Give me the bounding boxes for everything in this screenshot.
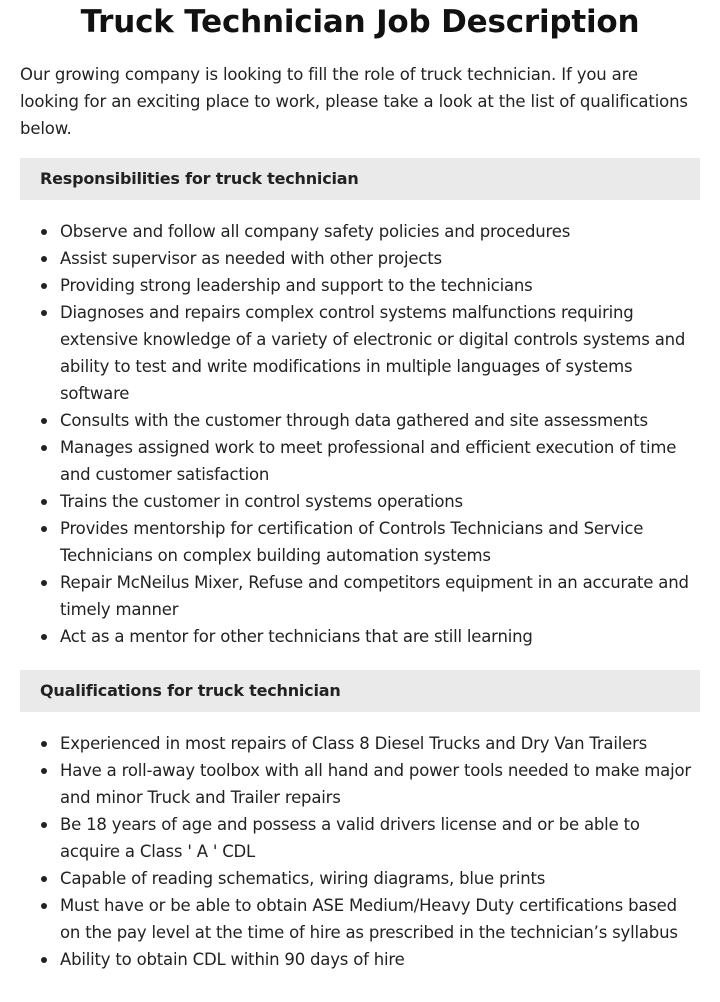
- responsibilities-list: [20, 218, 700, 650]
- bullet-icon: [41, 256, 47, 262]
- bullet-icon: [41, 418, 47, 424]
- list-item: [20, 569, 700, 623]
- bullet-icon: [41, 741, 47, 747]
- list-item-text: Act as a mentor for other technicians that are still learning: [60, 627, 533, 646]
- bullet-icon: [41, 876, 47, 882]
- qualifications-list: [20, 730, 700, 973]
- list-item: [20, 946, 700, 973]
- list-item-text: Must have or be able to obtain ASE Medium/Heavy Duty certifications based on the pay level at the time of hire as prescribed in the technician’s syllabus: [60, 896, 678, 942]
- bullet-icon: [41, 957, 47, 963]
- list-item-text: Ability to obtain CDL within 90 days of hire: [60, 950, 405, 969]
- list-item-text: Capable of reading schematics, wiring diagrams, blue prints: [60, 869, 546, 888]
- list-item: [20, 299, 700, 407]
- bullet-icon: [41, 580, 47, 586]
- list-item-text: Experienced in most repairs of Class 8 Diesel Trucks and Dry Van Trailers: [60, 734, 648, 753]
- list-item-text: Manages assigned work to meet professional and efficient execution of time and customer satisfaction: [60, 438, 677, 484]
- bullet-icon: [41, 526, 47, 532]
- bullet-icon: [41, 499, 47, 505]
- list-item: [20, 892, 700, 946]
- list-item-text: Diagnoses and repairs complex control systems malfunctions requiring extensive knowledge of a variety of electronic or digital controls systems and ability to test and write modifications in multiple languages of systems software: [60, 303, 686, 403]
- bullet-icon: [41, 283, 47, 289]
- list-item: [20, 218, 700, 245]
- bullet-icon: [41, 229, 47, 235]
- list-item-text: Have a roll-away toolbox with all hand and power tools needed to make major and minor Truck and Trailer repairs: [60, 761, 691, 807]
- qualifications-heading: Qualifications for truck technician: [20, 670, 700, 712]
- list-item-text: Provides mentorship for certification of Controls Technicians and Service Technicians on complex building automation systems: [60, 519, 644, 565]
- list-item: [20, 623, 700, 650]
- list-item: [20, 865, 700, 892]
- list-item-text: Repair McNeilus Mixer, Refuse and competitors equipment in an accurate and timely manner: [60, 573, 689, 619]
- bullet-icon: [41, 634, 47, 640]
- bullet-icon: [41, 768, 47, 774]
- list-item: [20, 272, 700, 299]
- bullet-icon: [41, 310, 47, 316]
- list-item: [20, 515, 700, 569]
- intro-paragraph: Our growing company is looking to fill the role of truck technician. If you are looking for an exciting place to work, please take a look at the list of qualifications below.: [20, 65, 688, 138]
- list-item: [20, 434, 700, 488]
- list-item-text: Trains the customer in control systems operations: [60, 492, 463, 511]
- list-item: [20, 811, 700, 865]
- list-item-text: Observe and follow all company safety policies and procedures: [60, 222, 571, 241]
- page-title: Truck Technician Job Description: [80, 4, 640, 40]
- list-item: [20, 245, 700, 272]
- list-item-text: Consults with the customer through data gathered and site assessments: [60, 411, 648, 430]
- bullet-icon: [41, 822, 47, 828]
- list-item-text: Providing strong leadership and support to the technicians: [60, 276, 533, 295]
- list-item: [20, 407, 700, 434]
- list-item-text: Be 18 years of age and possess a valid drivers license and or be able to acquire a Class ' A ' CDL: [60, 815, 640, 861]
- bullet-icon: [41, 903, 47, 909]
- list-item: [20, 757, 700, 811]
- list-item-text: Assist supervisor as needed with other projects: [60, 249, 442, 268]
- list-item: [20, 730, 700, 757]
- list-item: [20, 488, 700, 515]
- bullet-icon: [41, 445, 47, 451]
- responsibilities-heading: Responsibilities for truck technician: [20, 158, 700, 200]
